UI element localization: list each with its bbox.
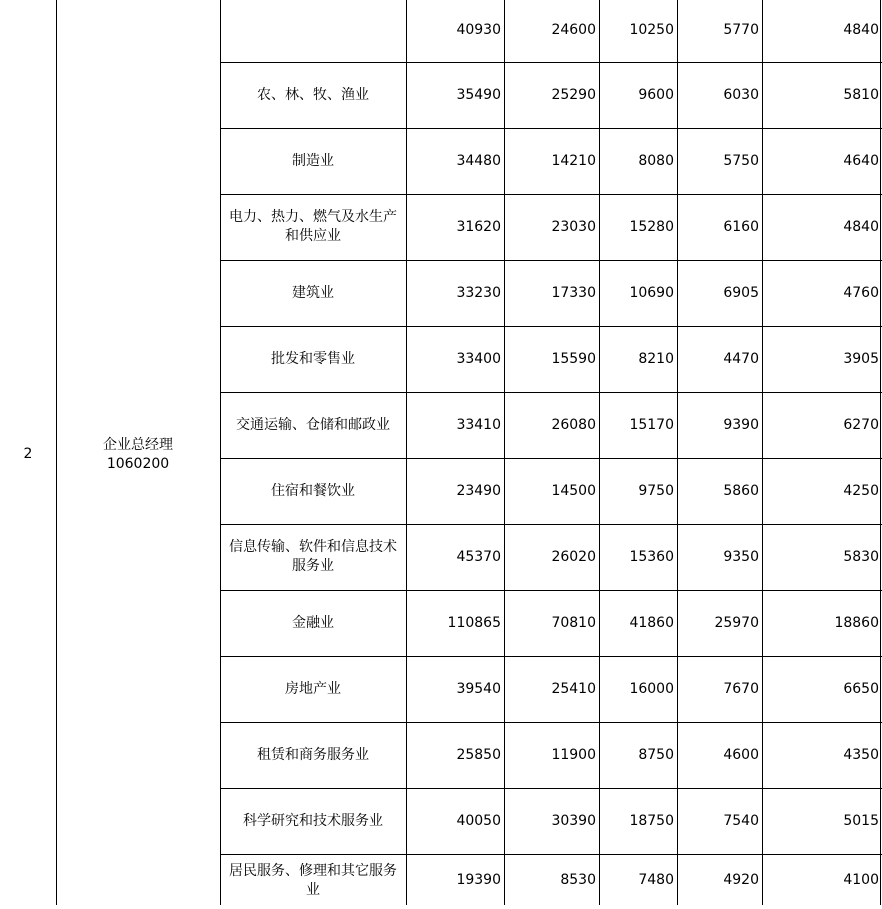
salary-value-cell: 9600: [638, 86, 674, 103]
row-divider: [220, 524, 882, 525]
salary-value-cell: 41860: [629, 614, 674, 631]
salary-value-cell: 7540: [723, 812, 759, 829]
industry-cell: 房地产业: [285, 680, 341, 697]
salary-value-cell: 16000: [629, 680, 674, 697]
salary-value-cell: 10690: [629, 284, 674, 301]
salary-value-cell: 14210: [551, 152, 596, 169]
salary-value-cell: 15590: [551, 350, 596, 367]
salary-value-cell: 9750: [638, 482, 674, 499]
column-divider: [677, 0, 678, 909]
salary-value-cell: 34480: [456, 152, 501, 169]
salary-value-cell: 7480: [638, 872, 674, 888]
row-divider: [220, 590, 882, 591]
salary-value-cell: 45370: [456, 548, 501, 565]
salary-value-cell: 14500: [551, 482, 596, 499]
salary-value-cell: 23490: [456, 482, 501, 499]
salary-value-cell: 5860: [723, 482, 759, 499]
industry-cell: 制造业: [292, 152, 334, 169]
salary-value-cell: 26080: [551, 416, 596, 433]
column-divider: [406, 0, 407, 909]
salary-value-cell: 4640: [843, 152, 879, 169]
industry-cell: 建筑业: [292, 284, 334, 301]
salary-value-cell: 70810: [551, 614, 596, 631]
salary-value-cell: 25410: [551, 680, 596, 697]
row-divider: [220, 392, 882, 393]
salary-value-cell: 15170: [629, 416, 674, 433]
row-divider: [220, 458, 882, 459]
salary-value-cell: 5810: [843, 86, 879, 103]
occupation-cell: [56, 0, 220, 909]
salary-value-cell: 8210: [638, 350, 674, 367]
salary-value-cell: 4350: [843, 746, 879, 763]
industry-cell: 批发和零售业: [271, 350, 355, 367]
salary-value-cell: 4840: [843, 218, 879, 235]
salary-value-cell: 33410: [456, 416, 501, 433]
salary-value-cell: 9350: [723, 548, 759, 565]
salary-value-cell: 110865: [447, 614, 501, 631]
row-number: 2: [23, 446, 33, 462]
salary-value-cell: 4100: [843, 872, 879, 888]
salary-value-cell: 6905: [723, 284, 759, 301]
industry-cell: 信息传输、软件和信息技术服务业: [229, 539, 397, 574]
salary-value-cell: 4920: [723, 872, 759, 888]
row-divider: [220, 62, 882, 63]
industry-cell: 交通运输、仓储和邮政业: [236, 416, 390, 433]
column-divider: [56, 0, 57, 909]
salary-value-cell: 6160: [723, 218, 759, 235]
column-divider: [880, 0, 881, 909]
salary-value-cell: 31620: [456, 218, 501, 235]
salary-value-cell: 3905: [843, 350, 879, 367]
salary-value-cell: 33400: [456, 350, 501, 367]
row-divider: [220, 656, 882, 657]
salary-value-cell: 4250: [843, 482, 879, 499]
column-divider: [220, 0, 221, 909]
bottom-edge: [0, 905, 882, 909]
salary-value-cell: 7670: [723, 680, 759, 697]
salary-value-cell: 23030: [551, 218, 596, 235]
industry-cell: 金融业: [292, 614, 334, 631]
salary-value-cell: 25850: [456, 746, 501, 763]
column-divider: [762, 0, 763, 909]
industry-cell: 租赁和商务服务业: [257, 746, 369, 763]
salary-value-cell: 4600: [723, 746, 759, 763]
row-divider: [220, 722, 882, 723]
industry-cell: 科学研究和技术服务业: [243, 812, 383, 829]
industry-cell: 电力、热力、燃气及水生产和供应业: [229, 209, 397, 244]
row-divider: [220, 788, 882, 789]
row-number-cell: [0, 0, 56, 909]
salary-value-cell: 24600: [551, 21, 596, 38]
salary-value-cell: 5750: [723, 152, 759, 169]
salary-value-cell: 33230: [456, 284, 501, 301]
salary-value-cell: 5770: [723, 21, 759, 38]
salary-value-cell: 15280: [629, 218, 674, 235]
salary-value-cell: 26020: [551, 548, 596, 565]
salary-value-cell: 39540: [456, 680, 501, 697]
salary-value-cell: 40930: [456, 21, 501, 38]
occupation-name: 企业总经理: [103, 436, 173, 453]
salary-value-cell: 17330: [551, 284, 596, 301]
row-divider: [220, 128, 882, 129]
salary-value-cell: 18860: [834, 614, 879, 631]
industry-cell: 居民服务、修理和其它服务业: [229, 862, 397, 898]
salary-value-cell: 5015: [843, 812, 879, 829]
column-divider: [504, 0, 505, 909]
industry-cell: 农、林、牧、渔业: [257, 86, 369, 103]
salary-value-cell: 25970: [714, 614, 759, 631]
salary-value-cell: 9390: [723, 416, 759, 433]
row-divider: [220, 194, 882, 195]
salary-value-cell: 6650: [843, 680, 879, 697]
column-divider: [599, 0, 600, 909]
salary-value-cell: 8750: [638, 746, 674, 763]
row-divider: [220, 854, 882, 855]
industry-cell: 住宿和餐饮业: [271, 482, 355, 499]
salary-value-cell: 11900: [551, 746, 596, 763]
industry-cell: [220, 0, 406, 62]
salary-value-cell: 10250: [629, 21, 674, 38]
salary-value-cell: 25290: [551, 86, 596, 103]
salary-value-cell: 6030: [723, 86, 759, 103]
salary-value-cell: 19390: [456, 872, 501, 888]
salary-value-cell: 6270: [843, 416, 879, 433]
salary-value-cell: 4760: [843, 284, 879, 301]
salary-value-cell: 4470: [723, 350, 759, 367]
salary-value-cell: 18750: [629, 812, 674, 829]
salary-value-cell: 8080: [638, 152, 674, 169]
occupation-code: 1060200: [106, 455, 170, 472]
salary-value-cell: 5830: [843, 548, 879, 565]
salary-value-cell: 15360: [629, 548, 674, 565]
salary-value-cell: 40050: [456, 812, 501, 829]
row-divider: [220, 326, 882, 327]
salary-value-cell: 8530: [560, 872, 596, 888]
salary-value-cell: 30390: [551, 812, 596, 829]
row-divider: [220, 260, 882, 261]
salary-value-cell: 35490: [456, 86, 501, 103]
salary-value-cell: 4840: [843, 21, 879, 38]
